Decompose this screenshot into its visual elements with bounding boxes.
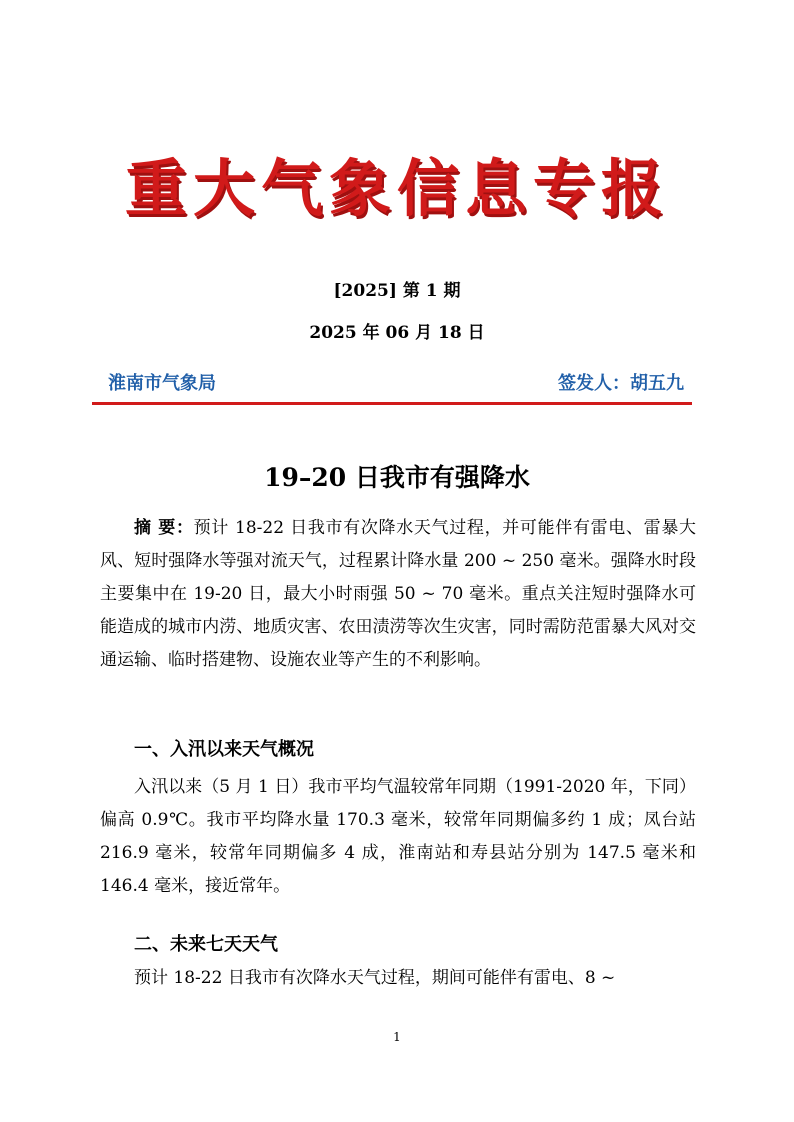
report-headline: 19–20 日我市有强降水 bbox=[264, 463, 530, 492]
issue-number: [2025] 第 1 期 bbox=[333, 281, 461, 301]
summary-paragraph bbox=[100, 512, 696, 677]
issue-date: 2025 年 06 月 18 日 bbox=[309, 323, 485, 343]
masthead-title: 重大气象信息专报 bbox=[124, 152, 669, 225]
summary-lead: 摘 要： bbox=[134, 518, 194, 538]
summary-text: 预计 18-22 日我市有次降水天气过程，并可能伴有雷电、雷暴大风、短时强降水等强对流天气，过程累计降水量 200 ~ 250 毫米。强降水时段主要集中在 19-20 日，最大小时雨强 50 ~ 70 毫米。重点关注短时强降水可能造成的城市内涝、地质灾害、农田渍涝等次生灾害，同时需防范雷暴大风对交通运输、临时搭建物、设施农业等产生的不利影响。 bbox=[100, 518, 696, 670]
issuing-agency: 淮南市气象局 bbox=[108, 373, 216, 394]
page-number: 1 bbox=[393, 1030, 401, 1044]
section-heading-1: 一、入汛以来天气概况 bbox=[134, 739, 314, 760]
section-heading-2: 二、未来七天天气 bbox=[134, 934, 278, 955]
section-paragraph-2: 预计 18-22 日我市有次降水天气过程，期间可能伴有雷电、8 ~ bbox=[134, 968, 616, 988]
signer: 签发人：胡五九 bbox=[558, 373, 684, 394]
section-paragraph-1: 入汛以来（5 月 1 日）我市平均气温较常年同期（1991-2020 年，下同）偏高 0.9℃。我市平均降水量 170.3 毫米，较常年同期偏多约 1 成；凤台站 216.9 毫米，较常年同期偏多 4 成，淮南站和寿县站分别为 147.5 毫米和 146.4 毫米，接近常年。 bbox=[100, 777, 696, 896]
header-divider bbox=[92, 402, 692, 405]
